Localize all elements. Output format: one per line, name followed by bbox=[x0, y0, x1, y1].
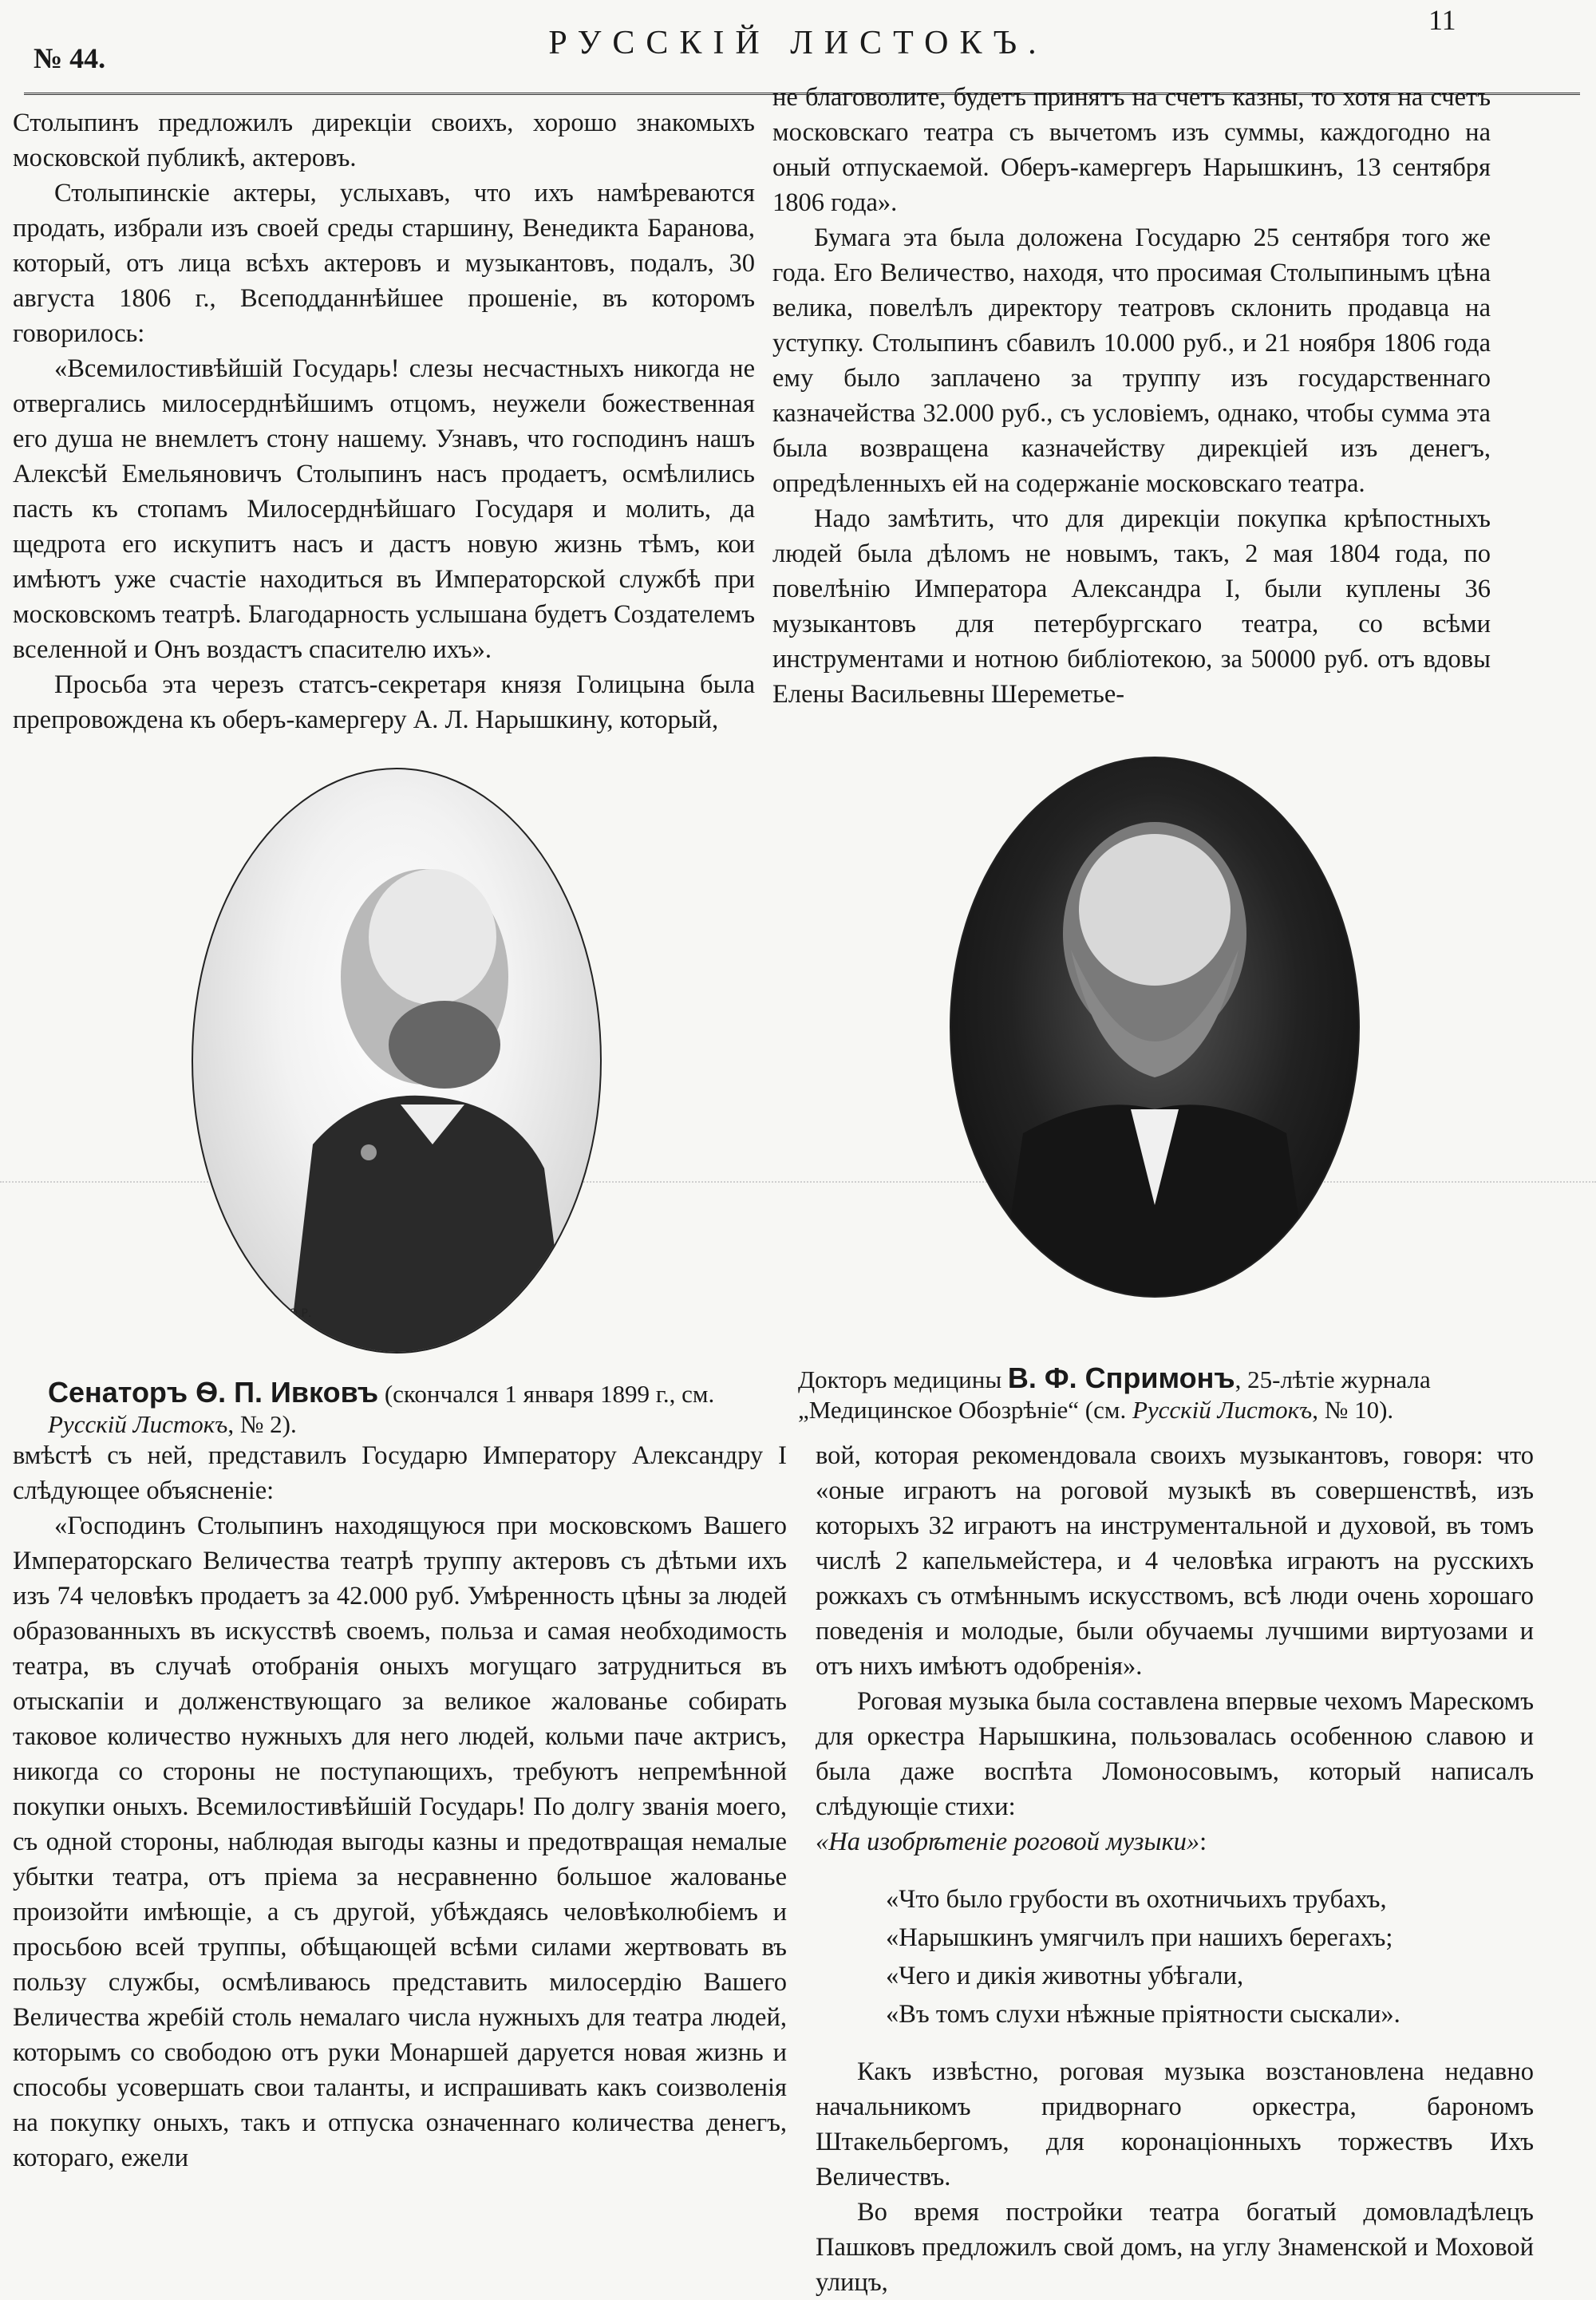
caption-prefix: Докторъ медицины bbox=[798, 1365, 1008, 1393]
poem-heading bbox=[816, 1824, 1534, 1859]
paragraph: Просьба эта черезъ статсъ-секретаря князя Голицына была препровождена къ оберъ-камергеру А. Л. Нарышкину, который, bbox=[13, 670, 755, 734]
paragraph: Надо замѣтить, что для дирекціи покупка крѣпостныхъ людей была дѣломъ не новымъ, такъ, 2 мая 1804 года, по повелѣнію Императора Александра I, были куплены 36 музыкантовъ для петербургскаго театра, со всѣми инструментами и нотною библіотекою, за 50000 руб. отъ вдовы Елены Васильевны Шереметье- bbox=[772, 504, 1491, 709]
paragraph: «Всемилостивѣйшій Государь! слезы несчастныхъ никогда не отвергались милосерднѣйшимъ отцомъ, неужели божественная его душа не внемлетъ стону нашему. Узнавъ, что господинъ нашъ Алексѣй Емельяновичъ Столыпинъ насъ продаетъ, осмѣлились пасть къ стопамъ Милосерднѣйшаго Государя и молить, да щедрота его искупитъ насъ и дастъ новую жизнь тѣмъ, кои имѣютъ уже счастіе находиться въ Императорской службѣ при московскомъ театрѣ. Благодарность услышана будетъ Создателемъ вселенной и Онъ воздастъ спасителю ихъ». bbox=[13, 354, 755, 664]
paragraph: Бумага эта была доложена Государю 25 сентября того же года. Его Величество, находя, что просимая Столыпинымъ цѣна велика, повелѣлъ директору театровъ склонить продавца на уступку. Столыпинъ сбавилъ 10.000 руб., и 21 ноября 1806 года ему было заплачено за труппу изъ государственнаго казначейства 32.000 руб., съ условіемъ, однако, чтобы сумма эта была возвращена казначейству дирекціей изъ денегъ, опредѣленныхъ ей на содержаніе московскаго театра. bbox=[772, 223, 1491, 498]
paragraph: не благоволите, будетъ принятъ на счетъ казны, то хотя на счетъ московскаго театра съ вычетомъ изъ суммы, каждогодно на оный отпускаемой. Оберъ-камергеръ Нарышкинъ, 13 сентября 1806 года». bbox=[772, 83, 1491, 217]
issue-number: № 44. bbox=[34, 42, 106, 74]
column-bottom-left bbox=[13, 1438, 787, 2176]
poem-line: «Нарышкинъ умягчилъ при нашихъ берегахъ; bbox=[886, 1923, 1393, 1952]
paragraph: Столыпинскіе актеры, услыхавъ, что ихъ намѣреваются продать, избрали изъ своей среды старшину, Венедикта Баранова, который, отъ лица всѣхъ актеровъ и музыкантовъ, подалъ, 30 августа 1806 г., Всеподданнѣйшее прошеніе, въ которомъ говорилось: bbox=[13, 179, 755, 348]
column-top-right bbox=[772, 80, 1491, 712]
paragraph: Во время постройки театра богатый домовладѣлецъ Пашковъ предложилъ свой домъ, на углу Знаменской и Моховой улицъ, bbox=[816, 2198, 1534, 2297]
masthead-title: РУССКІЙ ЛИСТОКЪ. bbox=[548, 25, 1048, 61]
paragraph: Столыпинъ предложилъ дирекціи своихъ, хорошо знакомыхъ московской публикѣ, актеровъ. bbox=[13, 109, 755, 172]
paragraph: Роговая музыка была составлена впервые чехомъ Марескомъ для оркестра Нарышкина, пользовалась особенною славою и была даже воспѣта Ломоносовымъ, который написалъ слѣдующіе стихи: bbox=[816, 1687, 1534, 1821]
poem-colon: : bbox=[1199, 1828, 1207, 1856]
column-top-left bbox=[13, 105, 755, 737]
paragraph: «Господинъ Столыпинъ находящуюся при московскомъ Вашего Императорскаго Величества театрѣ труппу актеровъ съ дѣтьми ихъ изъ 74 человѣкъ продаетъ за 42.000 руб. Умѣренность цѣны за людей образованныхъ въ искусствѣ своемъ, польза и самая необходимость театра, въ случаѣ отобранія оныхъ могущаго затрудниться въ отыскапіи и долженствующаго за великое жалованье собирать таковое количество нужныхъ для него людей, кольми паче актрисъ, никогда со стороны не поступающихъ, требуютъ непремѣнной покупки оныхъ. Всемилостивѣйшій Государь! По долгу званія моего, съ одной стороны, наблюдая выгоды казны и предотвращая немалые убытки театра, отъ пріема за несравненно большое жалованье произойти имѣющіе, а съ другой, убѣждаясь человѣколюбіемъ и просьбою всей труппы, обѣщающей всѣми силами жертвовать въ пользу службы, осмѣливаюсь представить милосердію Вашего Величества жребій столь немалаго числа нужныхъ для театра людей, которымъ со свободою отъ руки Монаршей даруется новая жизнь и способы усовершать свои таланты, и испрашивать какъ соизволенія на покупку оныхъ, такъ и отпуска означеннаго количества денегъ, котораго, ежели bbox=[13, 1512, 787, 2172]
caption-tail: , № 10). bbox=[1312, 1396, 1394, 1424]
portrait-ivkov bbox=[192, 768, 602, 1354]
poem-line: «Чего и дикія животны убѣгали, bbox=[886, 1962, 1244, 1990]
caption-sprimon bbox=[798, 1363, 1548, 1425]
page-number: 11 bbox=[1428, 4, 1456, 36]
poem-line: «Въ томъ слухи нѣжные пріятности сыскали». bbox=[886, 2000, 1400, 2029]
caption-name: В. Ф. Спримонъ bbox=[1007, 1361, 1235, 1394]
poem bbox=[886, 1880, 1534, 2033]
portrait-ivkov-figure bbox=[193, 769, 600, 1352]
poem-line: «Что было грубости въ охотничьихъ трубахъ, bbox=[886, 1885, 1387, 1914]
caption-ref: Русскій Листокъ bbox=[1132, 1396, 1313, 1424]
caption-tail: , № 2). bbox=[227, 1410, 297, 1438]
caption-name: Сенаторъ Ѳ. П. Ивковъ bbox=[48, 1376, 379, 1409]
paragraph: Какъ извѣстно, роговая музыка возстановлена недавно начальникомъ придворнаго оркестра, барономъ Штакельбергомъ, для коронаціонныхъ торжествъ Ихъ Величествъ. bbox=[816, 2057, 1534, 2191]
poem-title: «На изобрѣтеніе роговой музыки» bbox=[816, 1828, 1200, 1856]
caption-ref: Русскій Листокъ bbox=[48, 1410, 228, 1438]
caption-ivkov bbox=[48, 1377, 758, 1440]
portrait-signature: О.РЕНАРЪ bbox=[1309, 1195, 1341, 1255]
column-bottom-right bbox=[816, 1438, 1534, 2300]
portrait-signature: О.Р. bbox=[289, 1307, 312, 1320]
portrait-sprimon-figure bbox=[951, 758, 1358, 1296]
paragraph: вмѣстѣ съ ней, представилъ Государю Императору Александру I слѣдующее объясненіе: bbox=[13, 1441, 787, 1505]
portrait-sprimon bbox=[950, 757, 1360, 1298]
paragraph: вой, которая рекомендовала своихъ музыкантовъ, говоря: что «оные играютъ на роговой музыкѣ въ совершенствѣ, изъ которыхъ 32 играютъ на инструментальной и духовой, въ томъ числѣ 2 капельмейстера, и 4 человѣка играютъ на русскихъ рожкахъ съ отмѣннымъ искусствомъ, всѣ люди очень хорошаго поведенія и молодые, были обучаемы лучшими виртуозами и отъ нихъ имѣютъ одобренія». bbox=[816, 1441, 1534, 1681]
caption-note: , 25-лѣтіе журнала „Медицинское Обозрѣніе“ (см. bbox=[798, 1365, 1431, 1424]
caption-note: (скончался 1 января 1899 г., см. bbox=[378, 1380, 715, 1408]
